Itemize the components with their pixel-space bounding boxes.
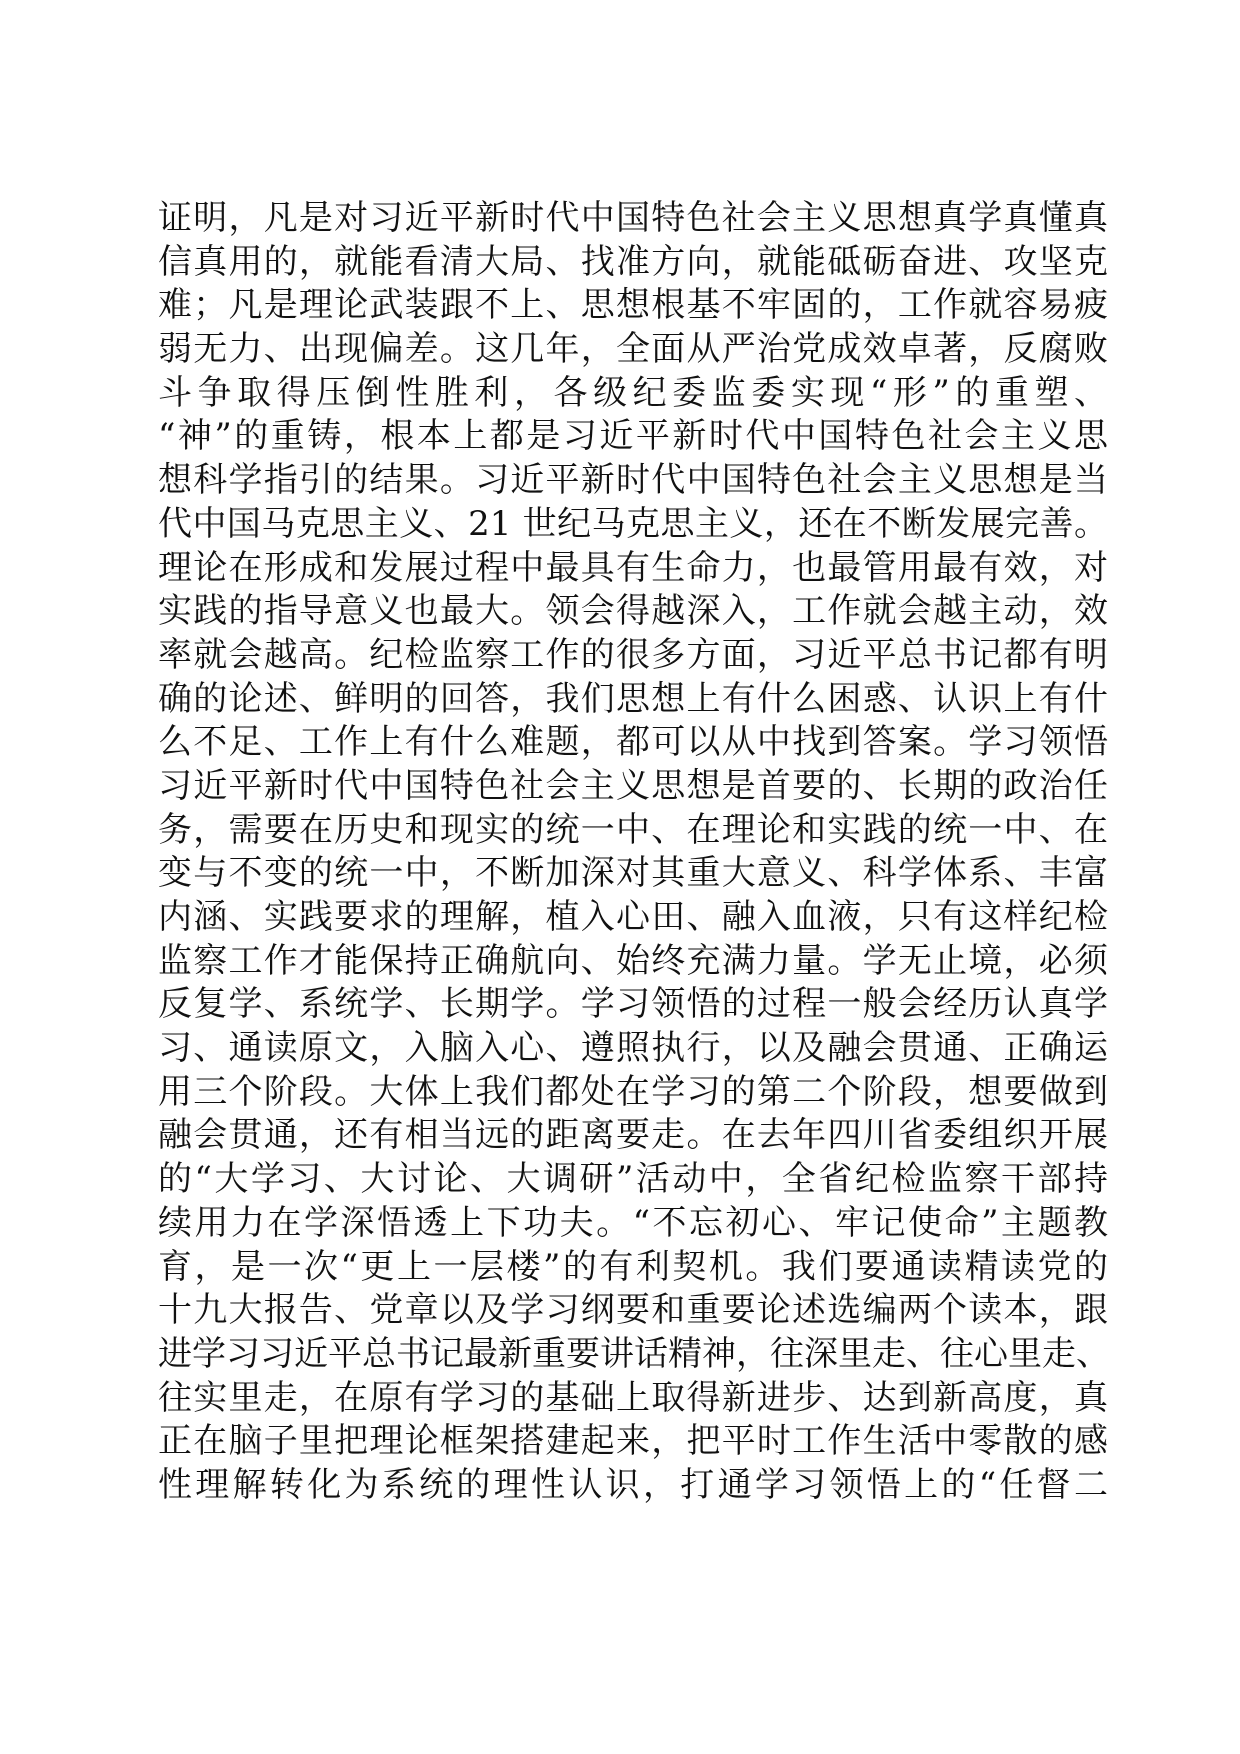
text-line: 育，是一次“更上一层楼”的有利契机。我们要通读精读党的 (158, 1246, 1108, 1287)
text-line: 进学习习近平总书记最新重要讲话精神，往深里走、往心里走、 (158, 1333, 1110, 1374)
text-line: 融会贯通，还有相当远的距离要走。在去年四川省委组织开展 (158, 1115, 1108, 1156)
text-line: 习、通读原文，入脑入心、遵照执行，以及融会贯通、正确运 (158, 1028, 1108, 1069)
text-line: 的“大学习、大讨论、大调研”活动中，全省纪检监察干部持 (158, 1159, 1108, 1200)
text-line: 内涵、实践要求的理解，植入心田、融入血液，只有这样纪检 (158, 897, 1108, 937)
text-line: 想科学指引的结果。习近平新时代中国特色社会主义思想是当 (158, 460, 1108, 501)
text-line: 习近平新时代中国特色社会主义思想是首要的、长期的政治任 (158, 765, 1108, 806)
text-line: 么不足、工作上有什么难题，都可以从中找到答案。学习领悟 (158, 722, 1108, 763)
text-line: “神”的重铸，根本上都是习近平新时代中国特色社会主义思 (158, 416, 1108, 457)
body-text (158, 197, 1108, 1508)
text-line: 十九大报告、党章以及学习纲要和重要论述选编两个读本，跟 (158, 1290, 1108, 1331)
text-line: 确的论述、鲜明的回答，我们思想上有什么困惑、认识上有什 (158, 678, 1108, 719)
text-line: 续用力在学深悟透上下功夫。“不忘初心、牢记使命”主题教 (158, 1202, 1108, 1243)
text-line: 难；凡是理论武装跟不上、思想根基不牢固的，工作就容易疲 (158, 285, 1108, 326)
text-line: 监察工作才能保持正确航向、始终充满力量。学无止境，必须 (158, 940, 1108, 981)
text-line: 用三个阶段。大体上我们都处在学习的第二个阶段，想要做到 (158, 1071, 1108, 1112)
text-line: 理论在形成和发展过程中最具有生命力，也最管用最有效，对 (158, 547, 1108, 588)
text-line: 变与不变的统一中，不断加深对其重大意义、科学体系、丰富 (158, 853, 1108, 894)
text-line: 代中国马克思主义、21 世纪马克思主义，还在不断发展完善。 (158, 503, 1108, 544)
text-line: 率就会越高。纪检监察工作的很多方面，习近平总书记都有明 (158, 634, 1108, 675)
text-line: 信真用的，就能看清大局、找准方向，就能砥砺奋进、攻坚克 (158, 241, 1108, 282)
text-line: 实践的指导意义也最大。领会得越深入，工作就会越主动，效 (158, 591, 1108, 632)
text-line: 务，需要在历史和现实的统一中、在理论和实践的统一中、在 (158, 809, 1108, 850)
text-line: 性理解转化为系统的理性认识，打通学习领悟上的“任督二 (158, 1464, 1108, 1505)
text-line: 正在脑子里把理论框架搭建起来，把平时工作生活中零散的感 (158, 1421, 1108, 1462)
text-line: 证明，凡是对习近平新时代中国特色社会主义思想真学真懂真 (158, 198, 1108, 238)
text-line: 斗争取得压倒性胜利，各级纪委监委实现“形”的重塑、 (158, 372, 1108, 413)
text-line: 反复学、系统学、长期学。学习领悟的过程一般会经历认真学 (158, 984, 1108, 1025)
text-line: 弱无力、出现偏差。这几年，全面从严治党成效卓著，反腐败 (158, 329, 1108, 370)
text-line: 往实里走，在原有学习的基础上取得新进步、达到新高度，真 (158, 1377, 1108, 1418)
